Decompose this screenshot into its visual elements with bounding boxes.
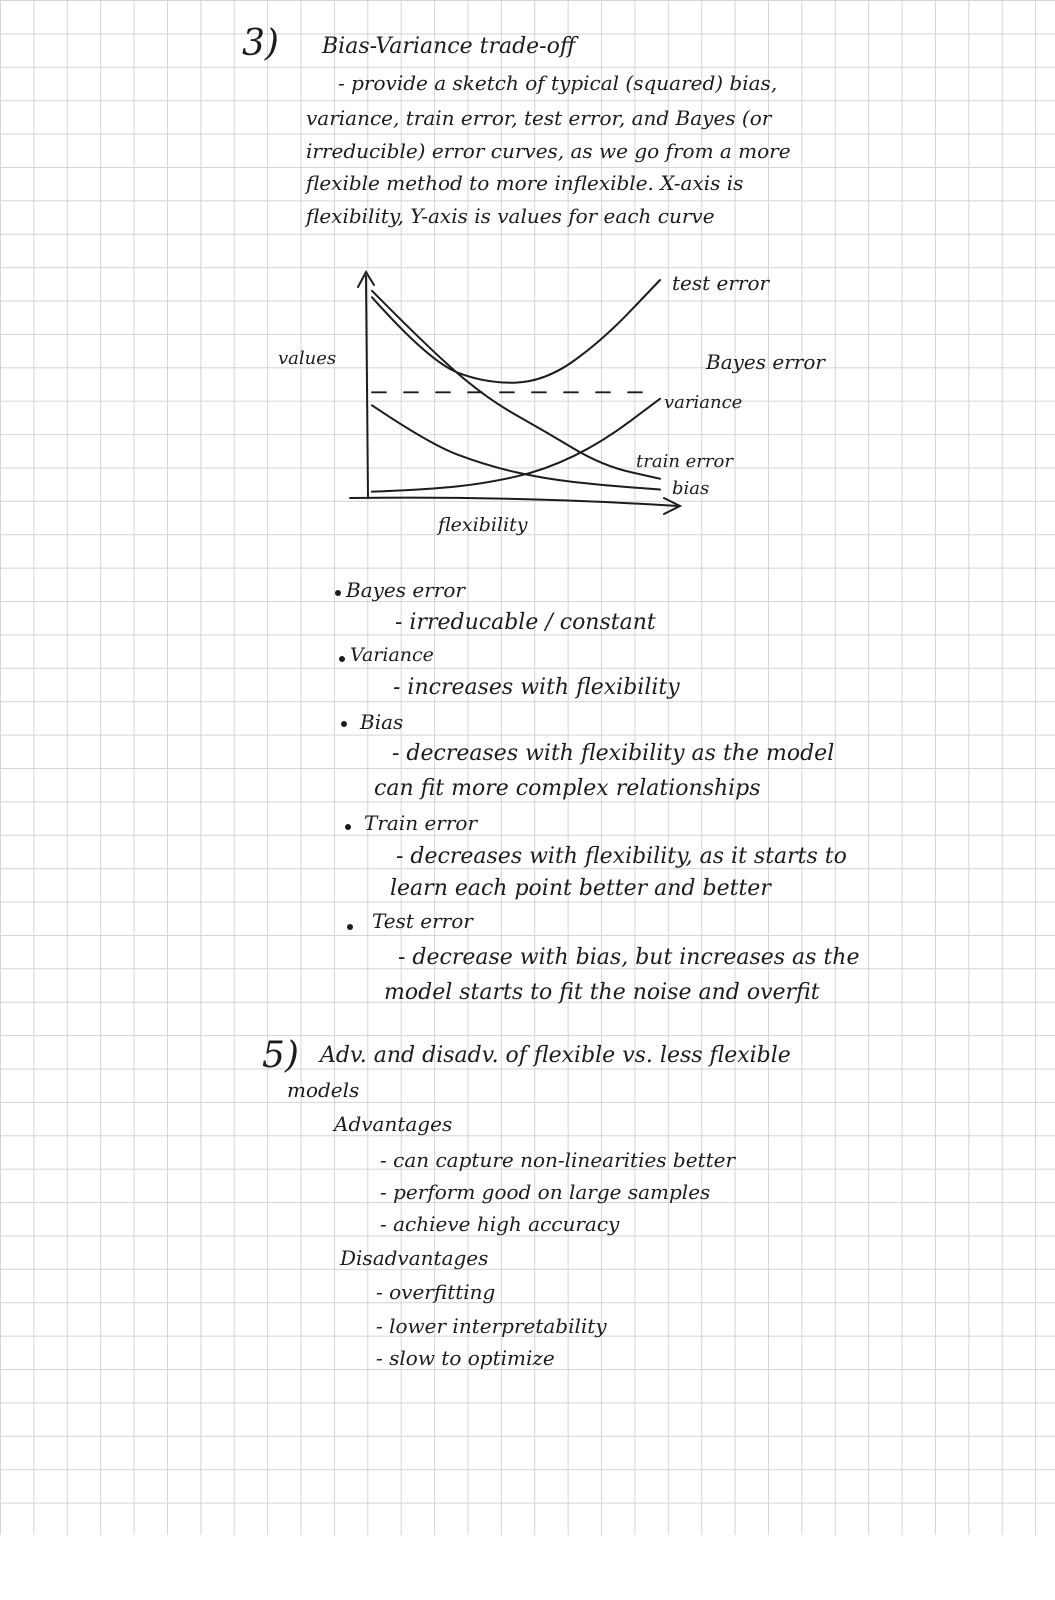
bullet-mark xyxy=(347,924,353,930)
note-line: learn each point better and better xyxy=(390,876,771,901)
series-label-bias: bias xyxy=(672,478,710,499)
note-heading: Variance xyxy=(350,644,434,666)
note-heading: Bayes error xyxy=(346,578,465,602)
curve-variance xyxy=(372,399,660,492)
curve-train-error xyxy=(372,291,660,479)
list-item: - perform good on large samples xyxy=(380,1180,711,1204)
note-line: can fit more complex relationships xyxy=(374,776,761,801)
series-label-bayes-error: Bayes error xyxy=(706,350,825,374)
series-label-variance: variance xyxy=(664,392,743,413)
note-line: model starts to fit the noise and overfit xyxy=(384,980,820,1005)
question-number: 3) xyxy=(242,23,279,64)
prompt-line: - provide a sketch of typical (squared) bias, xyxy=(338,71,778,95)
bullet-mark xyxy=(341,721,347,727)
note-heading: Train error xyxy=(364,811,478,835)
prompt-line: flexible method to more inflexible. X-axis is xyxy=(306,171,744,195)
list-item: - lower interpretability xyxy=(376,1314,607,1338)
note-line: - decreases with flexibility, as it starts to xyxy=(396,844,847,869)
note-line: - decrease with bias, but increases as the xyxy=(398,945,860,970)
prompt-line: variance, train error, test error, and Bayes (or xyxy=(306,106,772,130)
question-title-continued: models xyxy=(287,1078,360,1102)
note-line: - increases with flexibility xyxy=(393,675,680,700)
bullet-mark xyxy=(335,590,341,596)
x-axis xyxy=(350,498,680,514)
question-title: Bias-Variance trade-off xyxy=(322,34,576,59)
list-item: - achieve high accuracy xyxy=(380,1212,620,1236)
curves xyxy=(372,280,660,492)
y-axis-label: values xyxy=(278,348,337,369)
prompt-line: flexibility, Y-axis is values for each curve xyxy=(306,204,715,228)
list-item: - slow to optimize xyxy=(376,1346,555,1370)
advantages-heading: Advantages xyxy=(334,1112,453,1136)
disadvantages-heading: Disadvantages xyxy=(340,1246,489,1270)
y-axis xyxy=(358,272,374,498)
series-label-test-error: test error xyxy=(672,271,770,295)
page-bottom-margin xyxy=(0,1535,1055,1600)
question-title: Adv. and disadv. of flexible vs. less flexible xyxy=(320,1043,791,1068)
note-heading: Test error xyxy=(372,909,473,933)
list-item: - overfitting xyxy=(376,1280,496,1304)
prompt-line: irreducible) error curves, as we go from a more xyxy=(306,139,791,163)
note-heading: Bias xyxy=(360,710,404,734)
bullet-mark xyxy=(339,656,345,662)
list-item: - can capture non-linearities better xyxy=(380,1148,736,1172)
note-line: - irreducable / constant xyxy=(395,610,656,635)
curve-test-error xyxy=(372,280,660,383)
curve-labels xyxy=(278,271,826,536)
bullet-mark xyxy=(345,824,351,830)
question-number: 5) xyxy=(262,1035,299,1076)
series-label-train-error: train error xyxy=(636,451,733,472)
x-axis-label: flexibility xyxy=(438,514,528,536)
note-line: - decreases with flexibility as the model xyxy=(392,741,835,766)
